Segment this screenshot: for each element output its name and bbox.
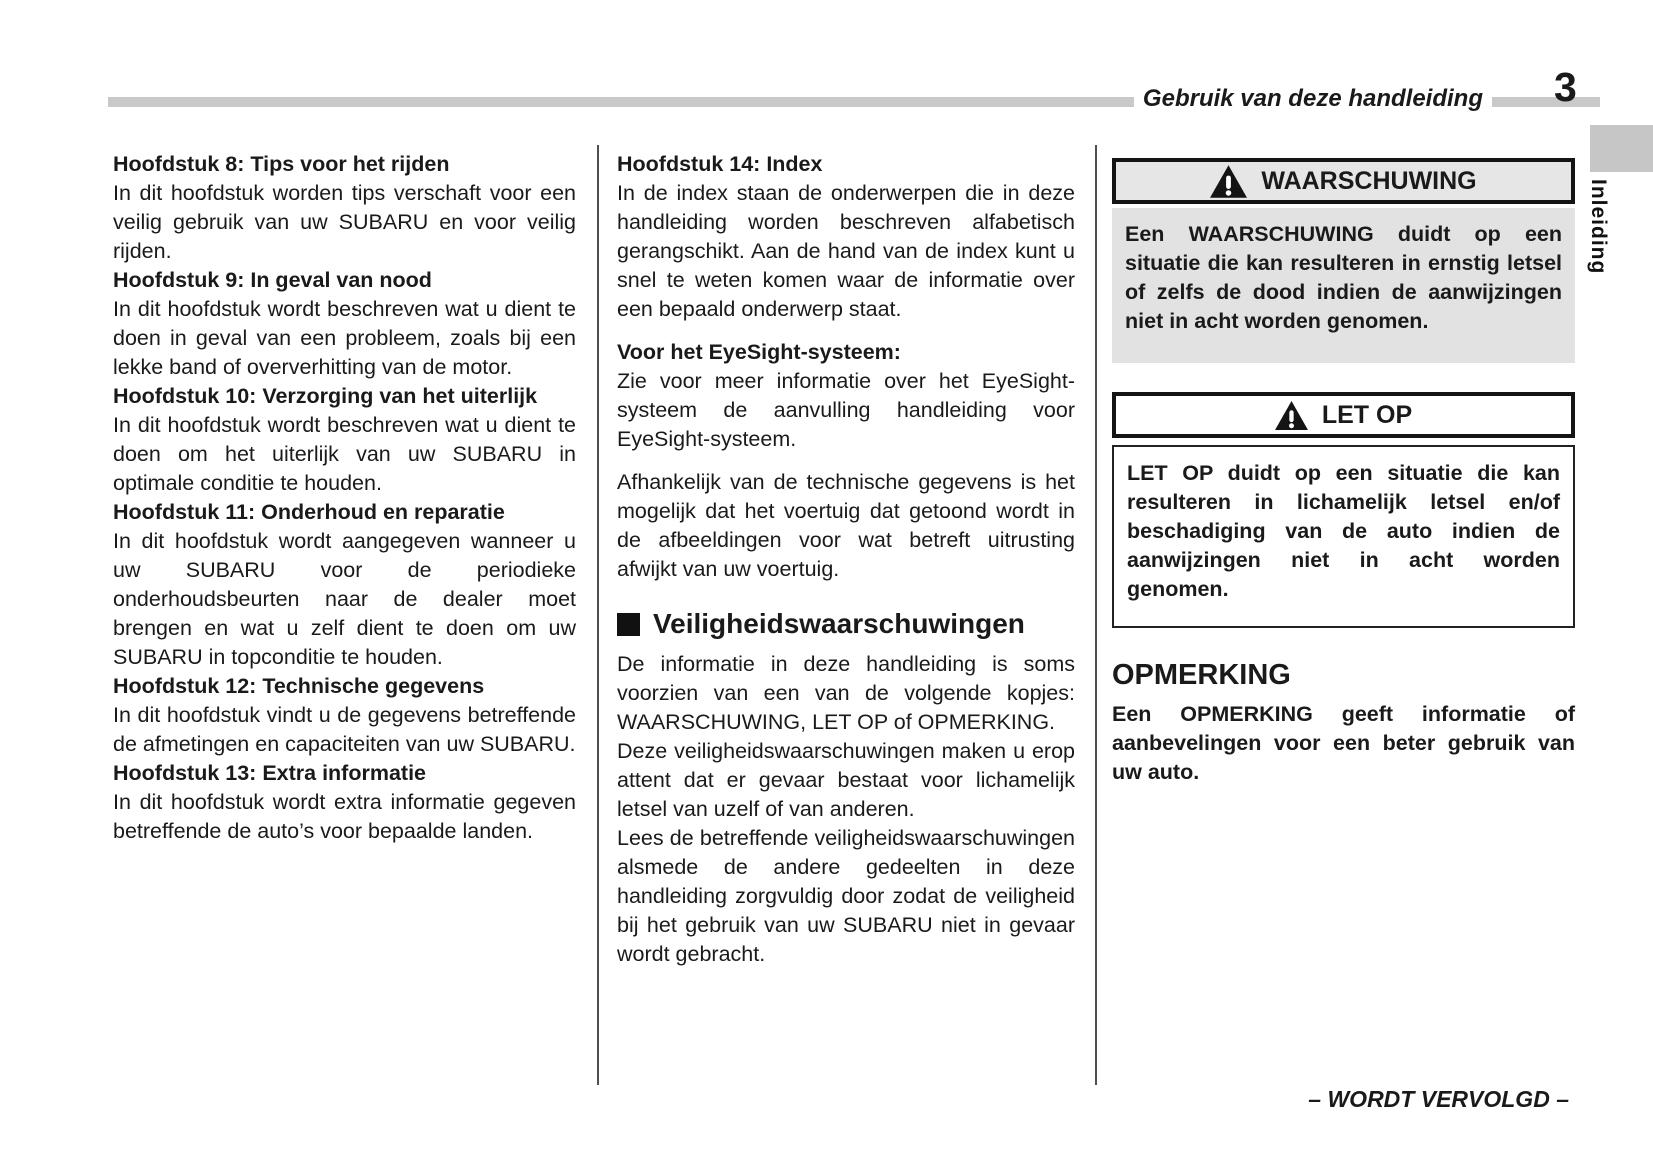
eyesight-text: Zie voor meer informatie over het EyeSight-systeem de aanvulling handleiding voor EyeSight-systeem.	[617, 369, 1075, 451]
chapter-tab-label: Inleiding	[1587, 179, 1610, 275]
chapter-10-text: In dit hoofdstuk wordt beschreven wat u dient te doen om het uiterlijk van uw SUBARU in optimale conditie te houden.	[113, 413, 576, 495]
safety-paragraph-1: De informatie in deze handleiding is soms voorzien van een van de volgende kopjes: WAARSCHUWING, LET OP of OPMERKING.	[617, 652, 1075, 734]
chapter-8-text: In dit hoofdstuk worden tips verschaft voor een veilig gebruik van uw SUBARU en voor veilig rijden.	[113, 181, 576, 263]
note-heading: OPMERKING	[1112, 659, 1291, 691]
right-column	[1112, 158, 1575, 787]
page-header-title: Gebruik van deze handleiding	[1134, 84, 1492, 114]
chapter-11-heading: Hoofdstuk 11: Onderhoud en reparatie	[113, 500, 505, 524]
caution-triangle-icon	[1275, 401, 1308, 430]
chapter-13-heading: Hoofdstuk 13: Extra informatie	[113, 761, 426, 785]
chapter-14-heading: Hoofdstuk 14: Index	[617, 152, 823, 176]
column-divider	[1095, 145, 1097, 1085]
warning-box-title: WAARSCHUWING	[1261, 166, 1477, 195]
continued-marker: – WORDT VERVOLGD –	[1308, 1086, 1569, 1112]
eyesight-heading: Voor het EyeSight-systeem:	[617, 340, 901, 364]
section-marker-icon	[617, 613, 640, 636]
chapter-8-heading: Hoofdstuk 8: Tips voor het rijden	[113, 152, 450, 176]
chapter-12-heading: Hoofdstuk 12: Technische gegevens	[113, 674, 485, 698]
chapter-13-text: In dit hoofdstuk wordt extra informatie gegeven betreffende de auto’s voor bepaalde landen.	[113, 790, 576, 843]
warning-triangle-icon	[1210, 165, 1247, 198]
caution-box-body: LET OP duidt op een situatie die kan resulteren in lichamelijk letsel en/of beschadiging van de auto indien de aanwijzingen niet in acht worden genomen.	[1112, 445, 1575, 628]
warning-box-header	[1112, 158, 1575, 204]
chapter-tab-marker	[1590, 125, 1653, 172]
middle-column	[617, 150, 1075, 969]
chapter-10-heading: Hoofdstuk 10: Verzorging van het uiterlijk	[113, 384, 538, 408]
chapter-11-text: In dit hoofdstuk wordt aangegeven wanneer u uw SUBARU voor de periodieke onderhoudsbeurten naar de dealer moet brengen en wat u zelf dient te doen om uw SUBARU in topconditie te houden.	[113, 529, 576, 669]
caution-box-header	[1112, 392, 1575, 438]
safety-warnings-heading-text: Veiligheidswaarschuwingen	[653, 608, 1025, 639]
equipment-disclaimer-text: Afhankelijk van de technische gegevens is het mogelijk dat het voertuig dat getoond wordt in de afbeeldingen voor wat betreft uitrusting afwijkt van uw voertuig.	[617, 470, 1075, 581]
chapter-9-heading: Hoofdstuk 9: In geval van nood	[113, 268, 432, 292]
note-text: Een OPMERKING geeft informatie of aanbevelingen voor een beter gebruik van uw auto.	[1112, 702, 1575, 784]
page-number: 3	[1554, 64, 1577, 110]
chapter-12-text: In dit hoofdstuk vindt u de gegevens betreffende de afmetingen en capaciteiten van uw SUBARU.	[113, 703, 576, 756]
chapter-14-text: In de index staan de onderwerpen die in deze handleiding worden beschreven alfabetisch gerangschikt. Aan de hand van de index kunt u snel te weten komen waar de informatie over een bepaald onderwerp staat.	[617, 181, 1075, 321]
chapter-9-text: In dit hoofdstuk wordt beschreven wat u dient te doen in geval van een probleem, zoals bij een lekke band of oververhitting van de motor.	[113, 297, 576, 379]
safety-paragraph-3: Lees de betreffende veiligheidswaarschuwingen alsmede de andere gedeelten in deze handleiding zorgvuldig door zodat de veiligheid bij het gebruik van uw SUBARU niet in gevaar wordt gebracht.	[617, 826, 1075, 966]
safety-warnings-heading	[617, 607, 1075, 641]
left-column	[113, 150, 576, 846]
warning-box-body: Een WAARSCHUWING duidt op een situatie die kan resulteren in ernstig letsel of zelfs de dood indien de aanwijzingen niet in acht worden genomen.	[1112, 208, 1575, 363]
caution-box-title: LET OP	[1321, 400, 1413, 429]
column-divider	[597, 145, 599, 1085]
safety-paragraph-2: Deze veiligheidswaarschuwingen maken u erop attent dat er gevaar bestaat voor lichamelijk letsel van uzelf of van anderen.	[617, 739, 1075, 821]
